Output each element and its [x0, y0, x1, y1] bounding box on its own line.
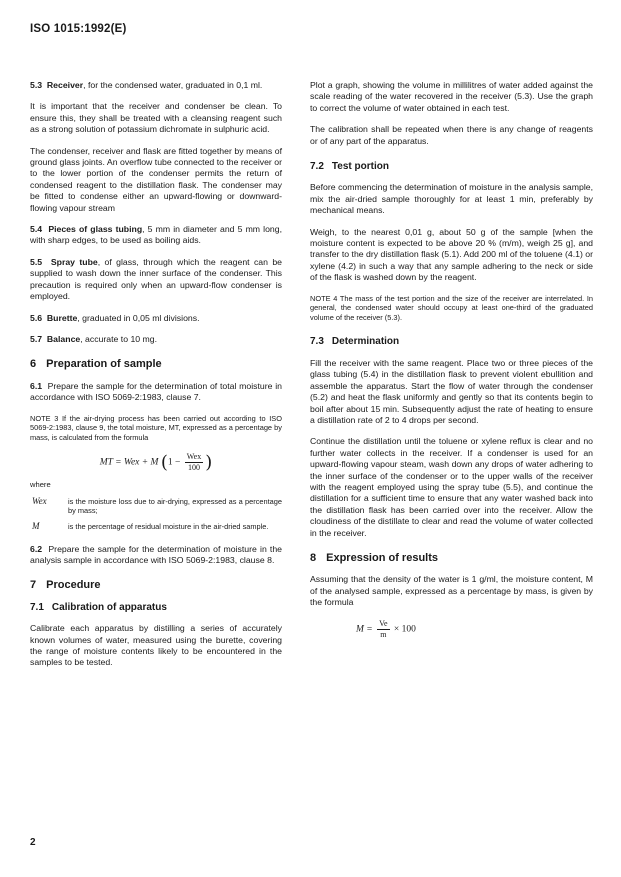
graph-paragraph: Plot a graph, showing the volume in millilitres of water added against the scale reading of the water recovered in the receiver (5.3). Use the graph to correct the volume of water obtained in each test. — [310, 80, 593, 113]
subsection-7-2-heading: 7.2 Test portion — [310, 161, 389, 173]
clause-5-4: 5.4 Pieces of glass tubing, 5 mm in diameter and 5 mm long, with sharp edges, to be used as boiling aids. — [30, 224, 282, 246]
definition-m: M is the percentage of residual moisture in the air-dried sample. — [32, 520, 269, 531]
where-label: where — [30, 480, 51, 490]
weighing-paragraph: Weigh, to the nearest 0,01 g, about 50 g of the sample [when the moisture content is expected to be above 20 % (m/m), weigh 25 g], and transfer to the dry distillation flask (5.1). Add 200 ml of the toluene (4.1) or xylene (4.2) in such a way that any sample adhering to the neck or side of the flask is washed down by the reagent. — [310, 226, 593, 283]
clause-5-5: 5.5 Spray tube, of glass, through which the reagent can be supplied to wash down the inner surface of the condenser. This precaution is required only when an upward-flow condenser is employed. — [30, 256, 282, 302]
clause-6-1: 6.1 Prepare the sample for the determination of total moisture in accordance with ISO 5069-2:1983, clause 7. — [30, 380, 282, 403]
note-4: NOTE 4 The mass of the test portion and the size of the receiver are interrelated. In general, the condensed water should occupy at least one-third of the graduated volume of the receiver (5.3). — [310, 293, 593, 322]
definition-wex: Wex is the moisture loss due to air-drying, expressed as a percentage by mass; — [32, 495, 282, 516]
document-id-header: ISO 1015:1992(E) — [30, 23, 127, 35]
clause-5-3-paragraph-3: The condenser, receiver and flask are fitted together by means of ground glass joints. An overflow tube connected to the receiver or to the lower portion of the condenser permits the return of condensed reagent to the distillation flask. The condenser may be fitted to condense either an upward-flowing or downward-flowing vapour stream — [30, 145, 282, 213]
formula-fraction: $\frac{Ve}{m}$ — [379, 618, 388, 639]
right-column — [310, 80, 593, 640]
results-paragraph: Assuming that the density of the water is 1 g/ml, the moisture content, M of the analysed sample, expressed as a percentage by mass, is given by the formula — [310, 574, 593, 608]
note-3: NOTE 3 If the air-drying process has been carried out according to ISO 5069-2:1983, clause 9, the total moisture, MT, expressed as a percentage by mass, is calculated from the formula — [30, 413, 282, 442]
section-8-heading: 8 Expression of results — [310, 551, 438, 564]
subsection-7-3-heading: 7.3 Determination — [310, 336, 400, 348]
left-column — [30, 80, 282, 679]
formula-fraction: $\frac{\text{Wex}}{100}$ — [186, 452, 202, 473]
total-moisture-formula: MT = Wex + M (1 − $\frac{\text{Wex}}{100}$ ) — [99, 452, 213, 474]
clause-5-7: 5.7 Balance, accurate to 10 mg. — [30, 333, 158, 344]
mixing-paragraph: Before commencing the determination of moisture in the analysis sample, mix the air-dried sample thoroughly for at least 1 min, preferably by mechanical means. — [310, 182, 593, 216]
clause-6-2: 6.2 Prepare the sample for the determination of moisture in the analysis sample in accordance with ISO 5069-2:1983, clause 8. — [30, 543, 282, 565]
section-6-heading: 6 Preparation of sample — [30, 358, 162, 371]
moisture-content-formula: M = $\frac{Ve}{m}$ × 100 — [356, 618, 416, 639]
fill-receiver-paragraph: Fill the receiver with the same reagent. Place two or three pieces of the glass tubing (5.4) in the distillation flask to prevent violent ebullition and assemble the apparatus. Start the flow of water through the condenser (5.2) and heat the flask uniformly and gently so that its contents begin to boil after about 15 min. Subsequently adjust the rate of heating to ensure a distillation rate of 2 to 4 drops per second. — [310, 357, 593, 425]
section-7-heading: 7 Procedure — [30, 579, 101, 592]
continue-distillation-paragraph: Continue the distillation until the toluene or xylene reflux is clear and no further water collects in the receiver. If a condenser is used for an upward-flowing vapour steam, wash down any drops of water adhering to the inner surface of the condenser or to the upper walls of the receiver with the reagent employed using the spray tube (5.5), and continue the distillation for a sufficient time to ensure that any water washed back into the distillation flask has been carried over into the receiver. Allow the cloudiness of the distillate to clear and read the volume of water collected in the receiver. — [310, 436, 593, 538]
page-number: 2 — [30, 837, 36, 848]
clause-5-6: 5.6 Burette, graduated in 0,05 ml divisions. — [30, 312, 200, 323]
clause-5-3: 5.3 Receiver, for the condensed water, graduated in 0,1 ml. — [30, 80, 263, 90]
recalibration-paragraph: The calibration shall be repeated when there is any change of reagents or of any part of the apparatus. — [310, 124, 593, 146]
clause-7-1-paragraph: Calibrate each apparatus by distilling a series of accurately known volumes of water, measured using the burette, covering the range of moisture contents likely to be encountered in the samples to be tested. — [30, 623, 282, 668]
clause-5-3-paragraph-2: It is important that the receiver and condenser be clean. To ensure this, they shall be treated with a cleansing reagent such as a strong solution of potassium dichromate in sulphuric acid. — [30, 101, 282, 135]
subsection-7-1-heading: 7.1 Calibration of apparatus — [30, 601, 167, 613]
